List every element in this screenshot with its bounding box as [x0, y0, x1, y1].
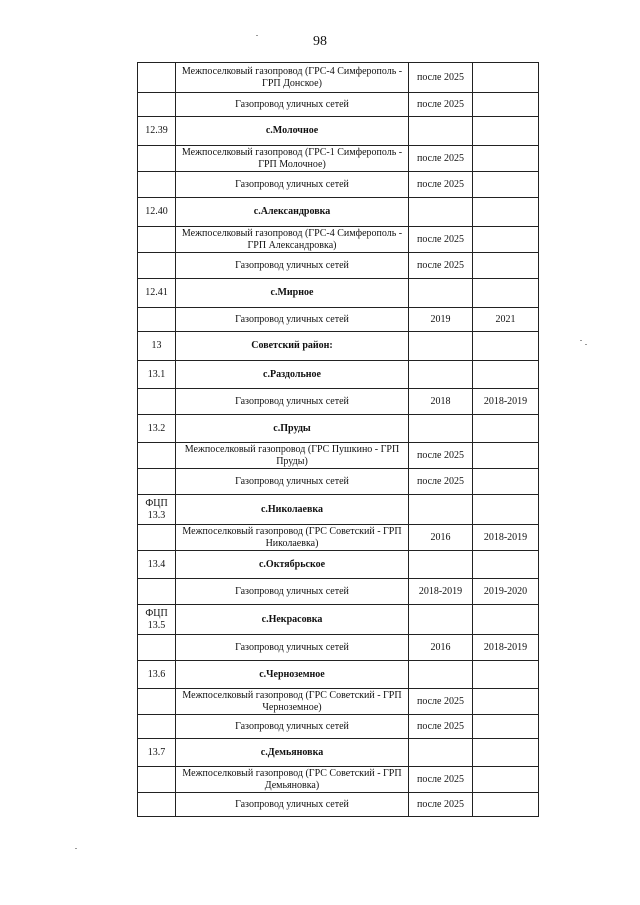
row-number	[138, 93, 176, 117]
completion-period	[473, 63, 539, 93]
object-name: Газопровод уличных сетей	[176, 579, 409, 605]
locality-name: с.Демьяновка	[176, 739, 409, 767]
row-number	[138, 715, 176, 739]
locality-name: с.Молочное	[176, 117, 409, 146]
row-number	[138, 793, 176, 817]
row-number	[138, 689, 176, 715]
object-name: Газопровод уличных сетей	[176, 469, 409, 495]
table-row	[138, 172, 539, 198]
completion-period	[473, 146, 539, 172]
scan-speck	[585, 344, 587, 345]
table-row	[138, 63, 539, 93]
completion-period	[473, 689, 539, 715]
construction-period	[409, 495, 473, 525]
object-name: Межпоселковый газопровод (ГРС-4 Симферополь - ГРП Донское)	[176, 63, 409, 93]
object-name: Межпоселковый газопровод (ГРС-1 Симферополь - ГРП Молочное)	[176, 146, 409, 172]
object-name: Газопровод уличных сетей	[176, 793, 409, 817]
object-name: Межпоселковый газопровод (ГРС Советский - ГРП Николаевка)	[176, 525, 409, 551]
construction-period: после 2025	[409, 93, 473, 117]
locality-name: с.Некрасовка	[176, 605, 409, 635]
object-name: Межпоселковый газопровод (ГРС Пушкино - ГРП Пруды)	[176, 443, 409, 469]
table-row	[138, 767, 539, 793]
completion-period	[473, 551, 539, 579]
locality-name: с.Раздольное	[176, 361, 409, 389]
completion-period: 2018-2019	[473, 635, 539, 661]
completion-period: 2018-2019	[473, 525, 539, 551]
object-name: Межпоселковый газопровод (ГРС Советский - ГРП Черноземное)	[176, 689, 409, 715]
row-number	[138, 579, 176, 605]
locality-row	[138, 605, 539, 635]
completion-period	[473, 793, 539, 817]
completion-period	[473, 469, 539, 495]
completion-period	[473, 661, 539, 689]
construction-period: 2019	[409, 308, 473, 332]
completion-period	[473, 227, 539, 253]
construction-period: после 2025	[409, 793, 473, 817]
construction-period: после 2025	[409, 63, 473, 93]
gasification-table	[137, 62, 539, 817]
construction-period: 2018-2019	[409, 579, 473, 605]
completion-period	[473, 739, 539, 767]
row-number: 12.41	[138, 279, 176, 308]
completion-period	[473, 415, 539, 443]
construction-period	[409, 117, 473, 146]
construction-period: 2018	[409, 389, 473, 415]
row-number	[138, 308, 176, 332]
object-name: Газопровод уличных сетей	[176, 308, 409, 332]
locality-row	[138, 279, 539, 308]
row-number: 13	[138, 332, 176, 361]
table-row	[138, 227, 539, 253]
completion-period	[473, 117, 539, 146]
table-row	[138, 579, 539, 605]
locality-row	[138, 415, 539, 443]
construction-period	[409, 661, 473, 689]
construction-period	[409, 415, 473, 443]
row-number	[138, 469, 176, 495]
table-row	[138, 793, 539, 817]
construction-period	[409, 605, 473, 635]
table-row	[138, 525, 539, 551]
scan-speck	[580, 340, 582, 341]
row-number: 13.6	[138, 661, 176, 689]
construction-period: 2016	[409, 525, 473, 551]
object-name: Газопровод уличных сетей	[176, 635, 409, 661]
completion-period: 2018-2019	[473, 389, 539, 415]
row-number	[138, 635, 176, 661]
construction-period: после 2025	[409, 767, 473, 793]
completion-period	[473, 253, 539, 279]
locality-row	[138, 661, 539, 689]
row-number: 13.7	[138, 739, 176, 767]
object-name: Газопровод уличных сетей	[176, 715, 409, 739]
row-number	[138, 227, 176, 253]
construction-period: после 2025	[409, 172, 473, 198]
locality-row	[138, 495, 539, 525]
completion-period	[473, 198, 539, 227]
row-number	[138, 525, 176, 551]
table-row	[138, 689, 539, 715]
row-number	[138, 172, 176, 198]
object-name: Газопровод уличных сетей	[176, 253, 409, 279]
completion-period: 2019-2020	[473, 579, 539, 605]
table-row	[138, 389, 539, 415]
row-number: 13.1	[138, 361, 176, 389]
object-name: Газопровод уличных сетей	[176, 172, 409, 198]
table-row	[138, 469, 539, 495]
row-number	[138, 146, 176, 172]
locality-name: с.Александровка	[176, 198, 409, 227]
construction-period	[409, 739, 473, 767]
construction-period: после 2025	[409, 253, 473, 279]
locality-row	[138, 198, 539, 227]
row-number: 12.39	[138, 117, 176, 146]
completion-period	[473, 93, 539, 117]
construction-period: после 2025	[409, 469, 473, 495]
scan-speck	[75, 848, 77, 849]
construction-period	[409, 551, 473, 579]
object-name: Газопровод уличных сетей	[176, 389, 409, 415]
locality-name: с.Черноземное	[176, 661, 409, 689]
completion-period	[473, 605, 539, 635]
object-name: Межпоселковый газопровод (ГРС Советский - ГРП Демьяновка)	[176, 767, 409, 793]
scan-speck	[256, 35, 258, 36]
table-row	[138, 253, 539, 279]
construction-period	[409, 198, 473, 227]
table-row	[138, 715, 539, 739]
row-number	[138, 767, 176, 793]
table-row	[138, 635, 539, 661]
completion-period	[473, 279, 539, 308]
completion-period	[473, 172, 539, 198]
table-row	[138, 443, 539, 469]
completion-period	[473, 361, 539, 389]
construction-period: 2016	[409, 635, 473, 661]
locality-name: с.Мирное	[176, 279, 409, 308]
row-number: 12.40	[138, 198, 176, 227]
locality-row	[138, 361, 539, 389]
locality-row	[138, 117, 539, 146]
row-number: 13.2	[138, 415, 176, 443]
locality-name: с.Октябрьское	[176, 551, 409, 579]
construction-period	[409, 279, 473, 308]
completion-period	[473, 332, 539, 361]
construction-period	[409, 332, 473, 361]
completion-period	[473, 715, 539, 739]
locality-row	[138, 739, 539, 767]
locality-name: с.Пруды	[176, 415, 409, 443]
completion-period	[473, 767, 539, 793]
locality-name: Советский район:	[176, 332, 409, 361]
construction-period	[409, 361, 473, 389]
object-name: Газопровод уличных сетей	[176, 93, 409, 117]
completion-period	[473, 443, 539, 469]
construction-period: после 2025	[409, 146, 473, 172]
row-number: ФЦП 13.3	[138, 495, 176, 525]
table-row	[138, 146, 539, 172]
object-name: Межпоселковый газопровод (ГРС-4 Симферополь - ГРП Александровка)	[176, 227, 409, 253]
construction-period: после 2025	[409, 443, 473, 469]
table-row	[138, 308, 539, 332]
page-number: 98	[313, 34, 327, 49]
row-number	[138, 63, 176, 93]
completion-period: 2021	[473, 308, 539, 332]
row-number: 13.4	[138, 551, 176, 579]
locality-row	[138, 551, 539, 579]
completion-period	[473, 495, 539, 525]
row-number	[138, 389, 176, 415]
construction-period: после 2025	[409, 715, 473, 739]
construction-period: после 2025	[409, 689, 473, 715]
table-row	[138, 93, 539, 117]
locality-name: с.Николаевка	[176, 495, 409, 525]
row-number	[138, 443, 176, 469]
table-body	[138, 63, 539, 817]
row-number	[138, 253, 176, 279]
locality-row	[138, 332, 539, 361]
row-number: ФЦП 13.5	[138, 605, 176, 635]
construction-period: после 2025	[409, 227, 473, 253]
